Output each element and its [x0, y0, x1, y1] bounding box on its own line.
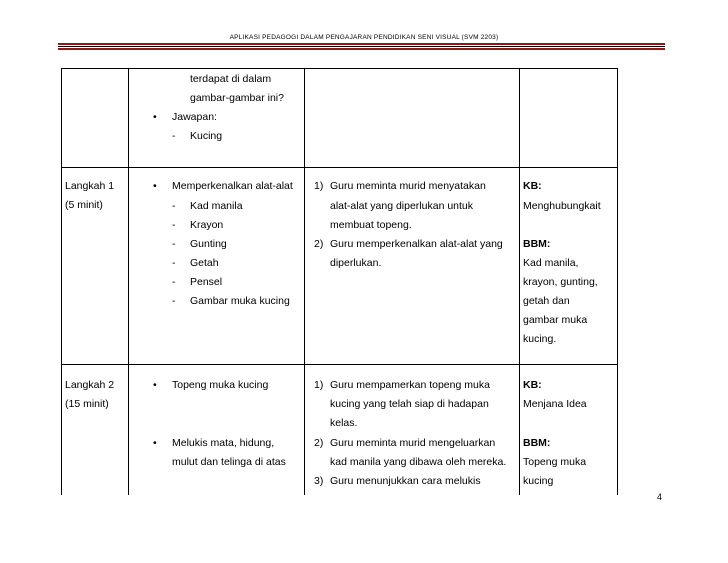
list-item: Krayon: [190, 219, 224, 231]
table-row: [62, 69, 618, 168]
bbm-line: krayon, gunting,: [523, 276, 598, 288]
list-item: Getah: [190, 257, 219, 269]
bbm-line: gambar muka: [523, 314, 588, 326]
activity-cell: [305, 168, 520, 365]
dash-icon: -: [172, 238, 176, 250]
kb-label: KB:: [523, 180, 542, 192]
content-line: Kucing: [190, 130, 223, 142]
bbm-label: BBM:: [523, 437, 551, 449]
notes-cell: [520, 168, 618, 365]
content-line: mulut dan telinga di atas: [172, 456, 286, 468]
content-cell: [129, 69, 305, 168]
activity-cell: [305, 69, 520, 168]
activity-line: Guru memperkenalkan alat-alat yang: [330, 238, 503, 250]
dash-icon: -: [172, 257, 176, 269]
dash-icon: -: [172, 276, 176, 288]
header-rule-red-lower: [58, 48, 665, 50]
list-item: Pensel: [190, 276, 223, 288]
bbm-label: BBM:: [523, 238, 551, 250]
bbm-line: kucing: [523, 475, 554, 487]
step-time: (5 minit): [65, 199, 103, 211]
header-rule-black: [58, 46, 665, 47]
step-number: 1): [314, 180, 324, 192]
activity-line: membuat topeng.: [330, 219, 412, 231]
header-rule-red: [58, 43, 665, 45]
step-time: (15 minit): [65, 398, 109, 410]
activity-line: diperlukan.: [330, 257, 382, 269]
kb-value: Menjana Idea: [523, 398, 587, 410]
activity-line: Guru meminta murid mengeluarkan: [330, 437, 496, 449]
header-title: APLIKASI PEDAGOGI DALAM PENGAJARAN PENDIDIKAN SENI VISUAL (SVM 2203): [229, 34, 499, 41]
dash-icon: -: [172, 295, 176, 307]
activity-line: kad manila yang dibawa oleh mereka.: [330, 456, 507, 468]
list-item: Kad manila: [190, 200, 243, 212]
step-number: 3): [314, 475, 324, 487]
step-number: 2): [314, 238, 324, 250]
activity-line: alat-alat yang diperlukan untuk: [330, 200, 474, 212]
list-item: Gunting: [190, 238, 227, 250]
dash-icon: -: [172, 130, 176, 142]
step-cell: [62, 69, 129, 168]
bullet-icon: •: [153, 379, 157, 391]
content-line: Topeng muka kucing: [172, 379, 269, 391]
bbm-line: Kad manila,: [523, 257, 579, 269]
activity-line: kelas.: [330, 417, 358, 429]
step-cell: [62, 168, 129, 365]
list-item: Gambar muka kucing: [190, 295, 290, 307]
step-cell: [62, 365, 129, 496]
bbm-line: getah dan: [523, 295, 570, 307]
activity-line: Guru meminta murid menyatakan: [330, 180, 486, 192]
notes-cell: [520, 69, 618, 168]
lesson-plan-table: [61, 68, 618, 495]
content-line: terdapat di dalam: [190, 73, 272, 85]
content-cell: [129, 168, 305, 365]
content-cell: [129, 365, 305, 496]
bullet-icon: •: [153, 180, 157, 192]
bullet-icon: •: [153, 111, 157, 123]
content-line: gambar-gambar ini?: [190, 92, 284, 104]
content-line: Jawapan:: [172, 111, 217, 123]
page-number: 4: [657, 492, 663, 502]
step-number: 2): [314, 437, 324, 449]
activity-line: kucing yang telah siap di hadapan: [330, 398, 489, 410]
kb-value: Menghubungkait: [523, 200, 601, 212]
activity-line: Guru mempamerkan topeng muka: [330, 379, 490, 391]
content-line: Memperkenalkan alat-alat: [172, 180, 293, 192]
activity-cell: [305, 365, 520, 496]
activity-line: Guru menunjukkan cara melukis: [330, 475, 481, 487]
table-row: [62, 365, 618, 496]
dash-icon: -: [172, 219, 176, 231]
step-number: 1): [314, 379, 324, 391]
content-line: Melukis mata, hidung,: [172, 437, 275, 449]
dash-icon: -: [172, 200, 176, 212]
step-label: Langkah 2: [65, 379, 115, 391]
kb-label: KB:: [523, 379, 542, 391]
bbm-line: Topeng muka: [523, 456, 587, 468]
step-label: Langkah 1: [65, 180, 115, 192]
notes-cell: [520, 365, 618, 496]
table-row: [62, 168, 618, 365]
bbm-line: kucing.: [523, 333, 557, 345]
bullet-icon: •: [153, 437, 157, 449]
